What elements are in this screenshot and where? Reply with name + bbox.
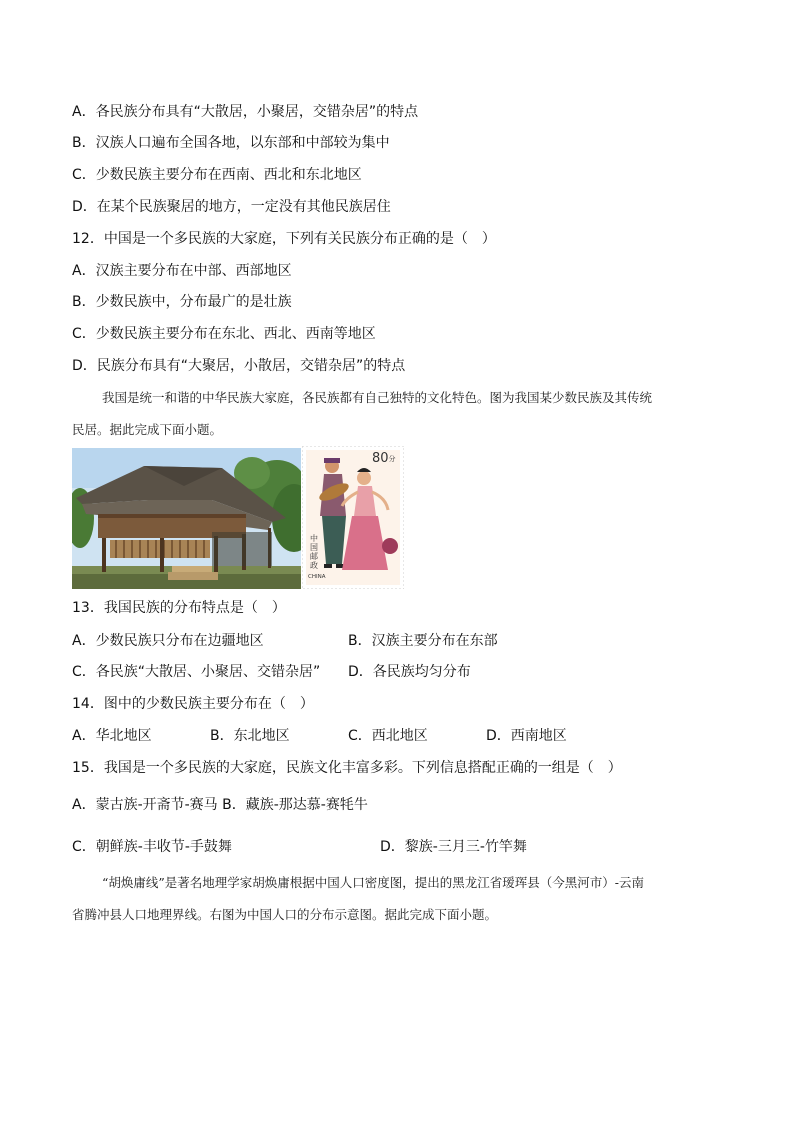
stamp-country-cn: 中国邮政 <box>310 534 318 570</box>
q11-option-c: C．少数民族主要分布在西南、西北和东北地区 <box>72 167 362 183</box>
q15-stem: 15．我国是一个多民族的大家庭，民族文化丰富多彩。下列信息搭配正确的一组是（ ） <box>72 760 622 776</box>
passage-1-line-2: 民居。据此完成下面小题。 <box>72 422 223 437</box>
q14-option-d: D．西南地区 <box>486 728 567 744</box>
passage-1-line-1: 我国是统一和谐的中华民族大家庭，各民族都有自己独特的文化特色。图为我国某少数民族及其传统 <box>102 390 653 405</box>
stamp-value <box>372 452 396 466</box>
q12-option-c: C．少数民族主要分布在东北、西北、西南等地区 <box>72 326 376 342</box>
q12-option-d: D．民族分布具有“大聚居，小散居，交错杂居”的特点 <box>72 358 406 374</box>
q13-option-c: C．各民族“大散居、小聚居、交错杂居” <box>72 664 321 680</box>
q13-stem: 13．我国民族的分布特点是（ ） <box>72 600 286 616</box>
q13-option-b: B．汉族主要分布在东部 <box>348 633 498 649</box>
q12-stem: 12．中国是一个多民族的大家庭，下列有关民族分布正确的是（ ） <box>72 231 496 247</box>
q11-option-b: B．汉族人口遍布全国各地，以东部和中部较为集中 <box>72 135 390 151</box>
q11-option-a: A．各民族分布具有“大散居，小聚居，交错杂居”的特点 <box>72 104 419 120</box>
q13-option-d: D．各民族均匀分布 <box>348 664 471 680</box>
stamp-value-number: 80 <box>372 451 389 466</box>
q15-option-d: D．黎族-三月三-竹竿舞 <box>380 839 527 855</box>
q13-option-a: A．少数民族只分布在边疆地区 <box>72 633 264 649</box>
q12-option-a: A．汉族主要分布在中部、西部地区 <box>72 263 292 279</box>
stilt-house-photo <box>72 448 301 589</box>
ethnic-dance-stamp <box>302 446 404 589</box>
passage-2-line-2: 省腾冲县人口地理界线。右图为中国人口的分布示意图。据此完成下面小题。 <box>72 907 498 922</box>
passage-2-line-1: “胡焕庸线”是著名地理学家胡焕庸根据中国人口密度图，提出的黑龙江省瑷珲县（今黑河市）-云南 <box>102 875 645 890</box>
q12-option-b: B．少数民族中，分布最广的是壮族 <box>72 294 292 310</box>
stamp-country-en: CHINA <box>308 574 326 580</box>
q15-option-c: C．朝鲜族-丰收节-手鼓舞 <box>72 839 232 855</box>
q14-stem: 14．图中的少数民族主要分布在（ ） <box>72 696 314 712</box>
q14-option-b: B．东北地区 <box>210 728 290 744</box>
q14-option-c: C．西北地区 <box>348 728 428 744</box>
q15-options-ab: A．蒙古族-开斋节-赛马 B．藏族-那达慕-赛牦牛 <box>72 797 368 813</box>
q14-option-a: A．华北地区 <box>72 728 152 744</box>
q11-option-d: D．在某个民族聚居的地方，一定没有其他民族居住 <box>72 199 391 215</box>
stamp-value-unit: 分 <box>388 455 396 463</box>
